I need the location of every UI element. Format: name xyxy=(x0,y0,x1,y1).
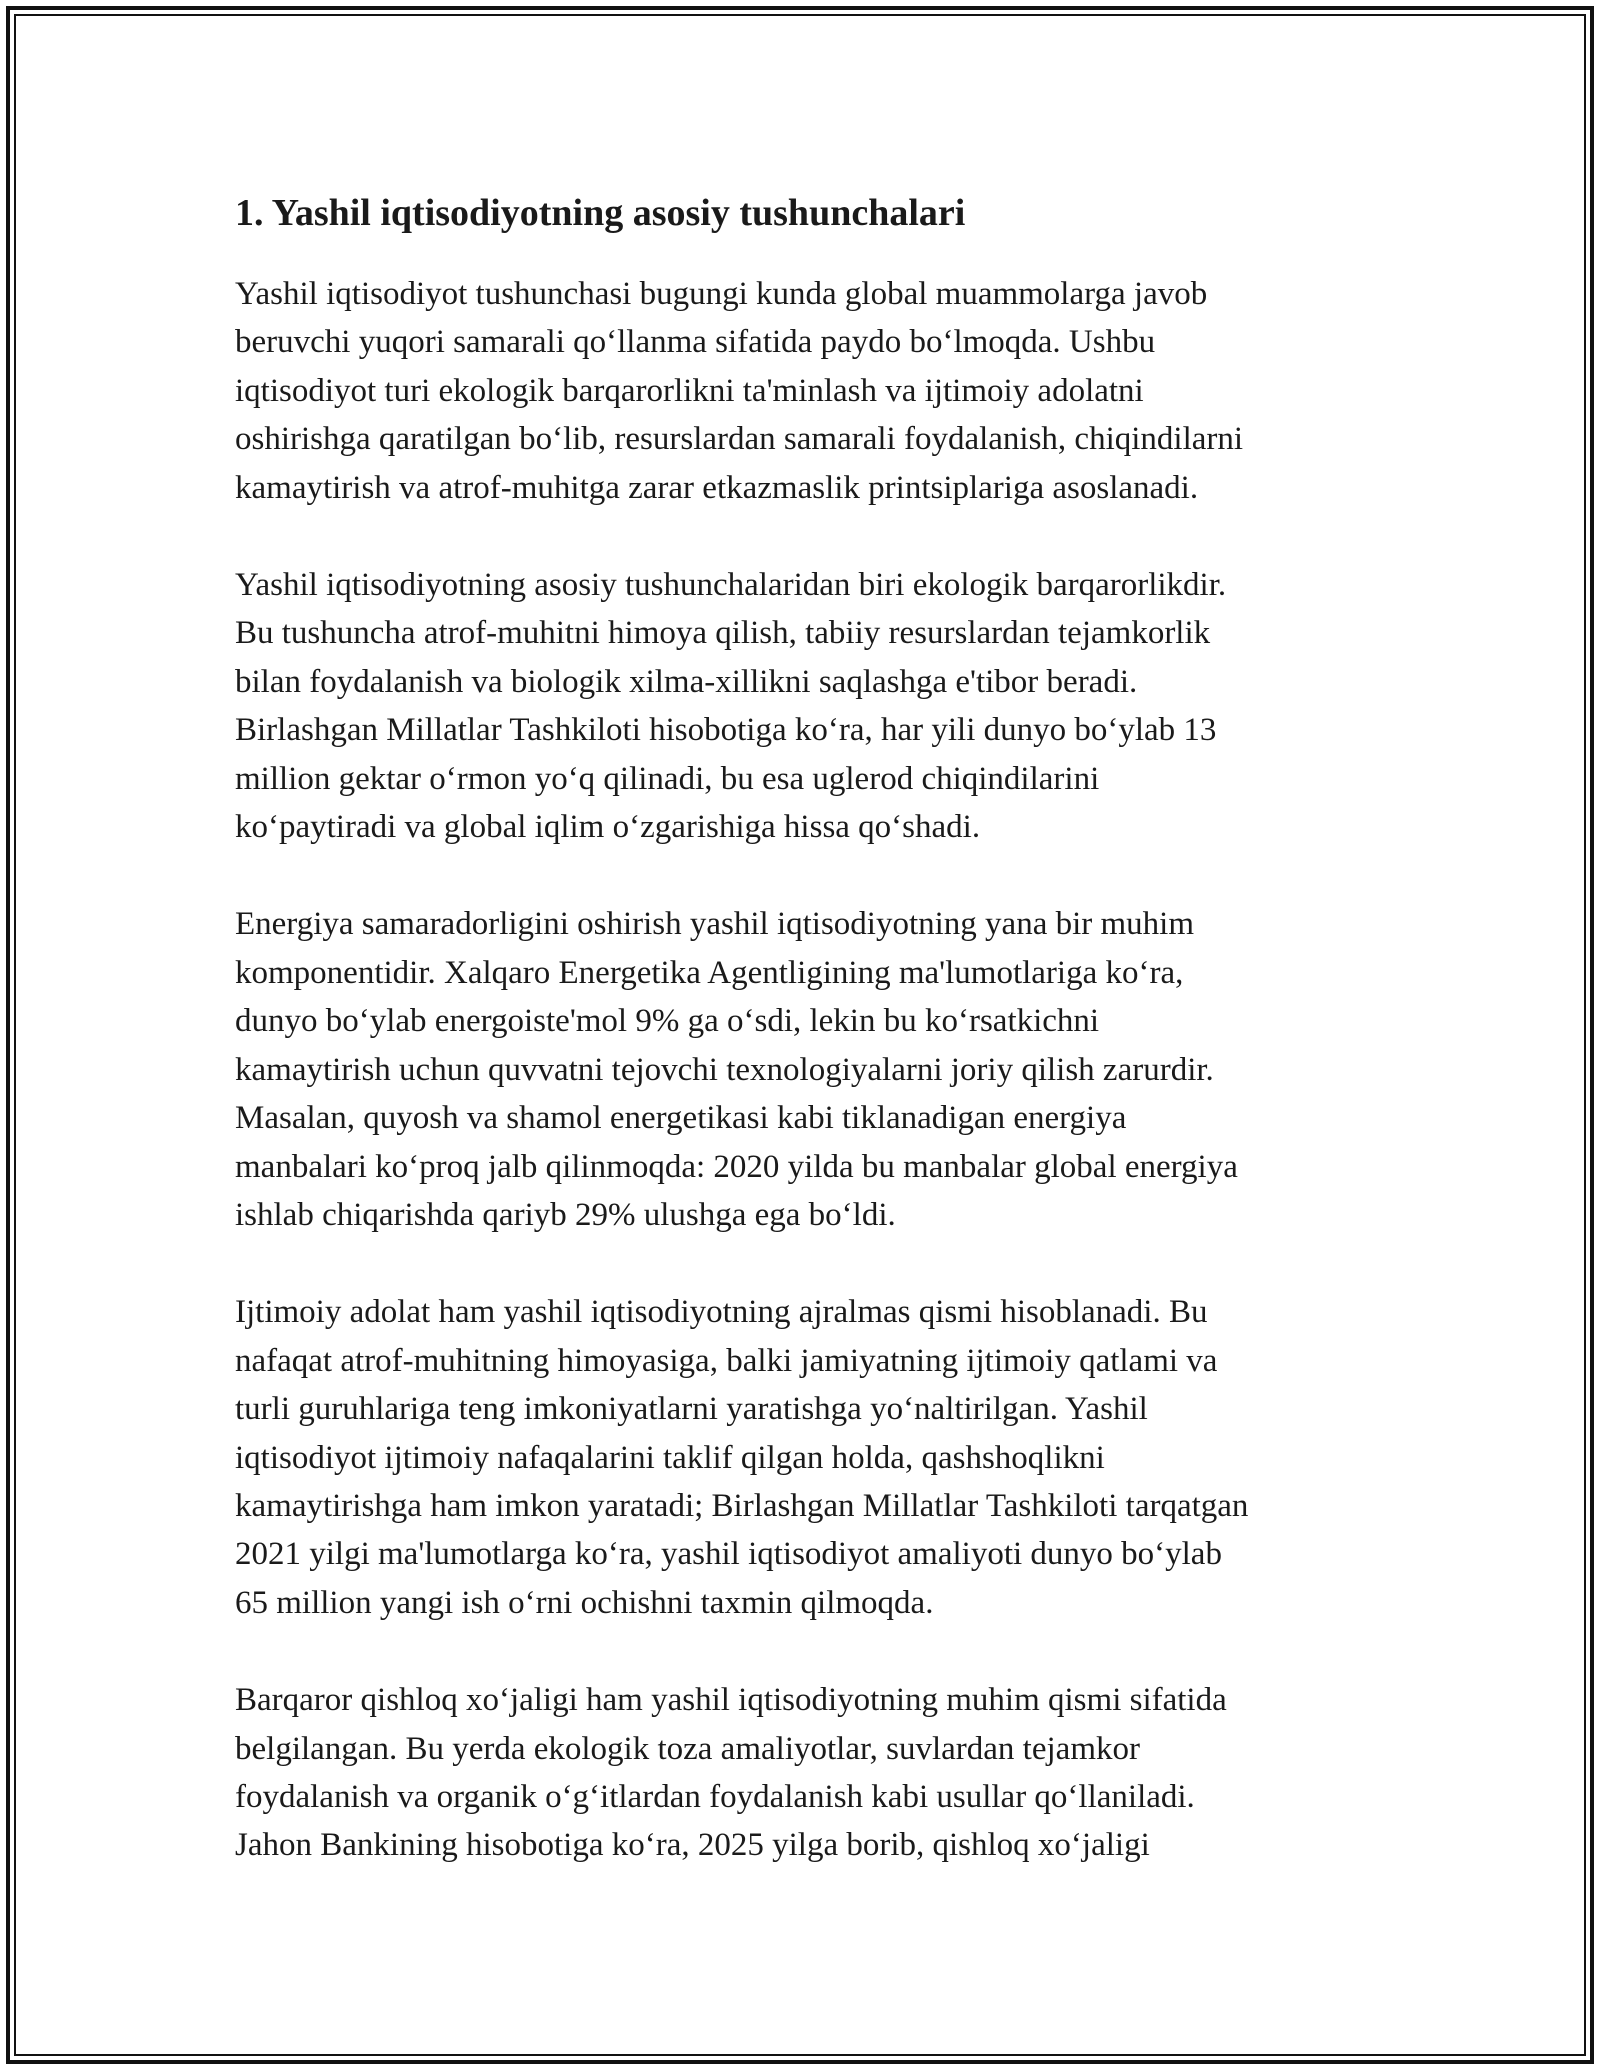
paragraph-1 xyxy=(235,270,1375,512)
text-line: Yashil iqtisodiyotning asosiy tushunchalaridan biri ekologik barqarorlikdir. xyxy=(235,567,1227,604)
text-line: belgilangan. Bu yerda ekologik toza amaliyotlar, suvlardan tejamkor xyxy=(235,1730,1140,1767)
text-line: Jahon Bankining hisobotiga koʻra, 2025 yilga borib, qishloq xoʻjaligi xyxy=(235,1827,1150,1864)
text-line: Bu tushuncha atrof-muhitni himoya qilish, tabiiy resurslardan tejamkorlik xyxy=(235,615,1211,652)
text-line: kamaytirish va atrof-muhitga zarar etkazmaslik printsiplariga asoslanadi. xyxy=(235,469,1199,506)
text-line: bilan foydalanish va biologik xilma-xillikni saqlashga e'tibor beradi. xyxy=(235,663,1138,700)
text-line: 65 million yangi ish oʻrni ochishni taxmin qilmoqda. xyxy=(235,1584,934,1621)
text-line: foydalanish va organik oʻgʻitlardan foydalanish kabi usullar qoʻllaniladi. xyxy=(235,1778,1195,1815)
text-line: manbalari koʻproq jalb qilinmoqda: 2020 yilda bu manbalar global energiya xyxy=(235,1148,1238,1185)
text-line: Yashil iqtisodiyot tushunchasi bugungi kunda global muammolarga javob xyxy=(235,276,1208,312)
text-line: koʻpaytiradi va global iqlim oʻzgarishiga hissa qoʻshadi. xyxy=(235,809,981,846)
text-line: turli guruhlariga teng imkoniyatlarni yaratishga yoʻnaltirilgan. Yashil xyxy=(235,1391,1148,1428)
paragraph-3 xyxy=(235,900,1375,1239)
paragraph-5 xyxy=(235,1676,1375,1870)
text-line: kamaytirish uchun quvvatni tejovchi texnologiyalarni joriy qilish zarurdir. xyxy=(235,1051,1214,1088)
text-line: beruvchi yuqori samarali qoʻllanma sifatida paydo boʻlmoqda. Ushbu xyxy=(235,324,1156,361)
text-line: Energiya samaradorligini oshirish yashil iqtisodiyotning yana bir muhim xyxy=(235,906,1195,943)
text-line: Barqaror qishloq xoʻjaligi ham yashil iqtisodiyotning muhim qismi sifatida xyxy=(235,1682,1227,1719)
text-line: Masalan, quyosh va shamol energetikasi kabi tiklanadigan energiya xyxy=(235,1100,1127,1137)
paragraph-2 xyxy=(235,561,1375,851)
text-line: iqtisodiyot turi ekologik barqarorlikni ta'minlash va ijtimoiy adolatni xyxy=(235,372,1144,409)
text-line: million gektar oʻrmon yoʻq qilinadi, bu esa uglerod chiqindilarini xyxy=(235,760,1100,797)
text-line: nafaqat atrof-muhitning himoyasiga, balki jamiyatning ijtimoiy qatlami va xyxy=(235,1342,1218,1379)
text-line: Ijtimoiy adolat ham yashil iqtisodiyotning ajralmas qismi hisoblanadi. Bu xyxy=(235,1294,1208,1331)
section-heading: 1. Yashil iqtisodiyotning asosiy tushunchalari xyxy=(235,192,966,234)
text-line: dunyo boʻylab energoiste'mol 9% ga oʻsdi, lekin bu koʻrsatkichni xyxy=(235,1003,1100,1040)
text-line: iqtisodiyot ijtimoiy nafaqalarini taklif qilgan holda, qashshoqlikni xyxy=(235,1439,1105,1476)
text-line: kamaytirishga ham imkon yaratadi; Birlashgan Millatlar Tashkiloti tarqatgan xyxy=(235,1487,1249,1524)
text-line: komponentidir. Xalqaro Energetika Agentligining ma'lumotlariga koʻra, xyxy=(235,954,1184,991)
document-body xyxy=(235,188,1375,1919)
text-line: Birlashgan Millatlar Tashkiloti hisobotiga koʻra, har yili dunyo boʻylab 13 xyxy=(235,712,1217,749)
text-line: 2021 yilgi ma'lumotlarga koʻra, yashil iqtisodiyot amaliyoti dunyo boʻylab xyxy=(235,1536,1222,1573)
text-line: ishlab chiqarishda qariyb 29% ulushga ega boʻldi. xyxy=(235,1196,896,1233)
paragraph-4 xyxy=(235,1288,1375,1627)
text-line: oshirishga qaratilgan boʻlib, resurslardan samarali foydalanish, chiqindilarni xyxy=(235,421,1244,458)
